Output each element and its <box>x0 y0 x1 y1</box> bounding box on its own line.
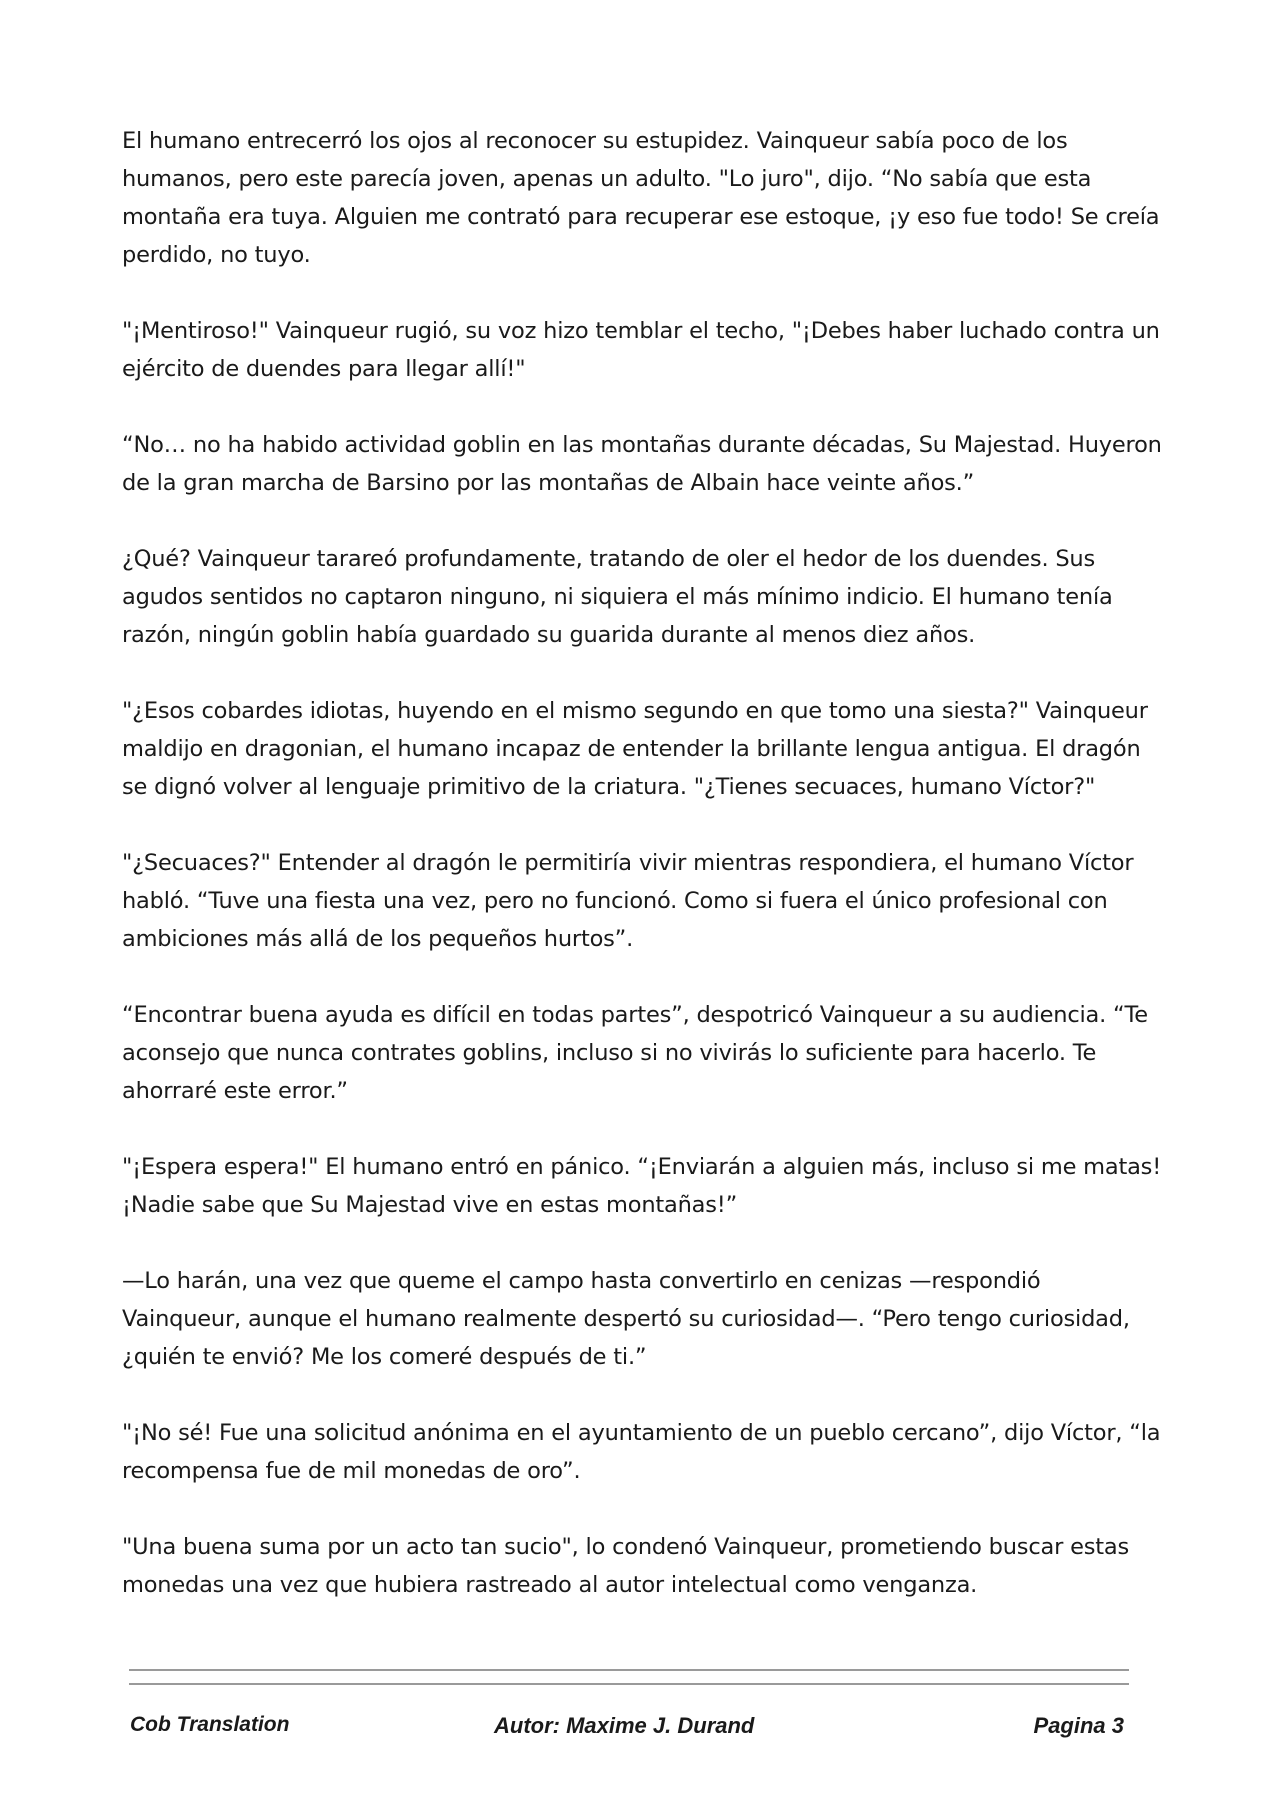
footer-divider-top <box>129 1669 1129 1671</box>
paragraph-10: "¡No sé! Fue una solicitud anónima en el ayuntamiento de un pueblo cercano”, dijo Víctor, “la recompensa fue de mil monedas de oro”. <box>122 1420 1161 1484</box>
footer-divider-bottom <box>129 1683 1129 1685</box>
paragraph-2: "¡Mentiroso!" Vainqueur rugió, su voz hizo temblar el techo, "¡Debes haber luchado contra un ejército de duendes para llegar allí!" <box>122 318 1160 382</box>
paragraph-5: "¿Esos cobardes idiotas, huyendo en el mismo segundo en que tomo una siesta?" Vainqueur maldijo en dragonian, el humano incapaz de entender la brillante lengua antigua. El dragón se dignó volver al lenguaje primitivo de la criatura. "¿Tienes secuaces, humano Víctor?" <box>122 698 1148 800</box>
paragraph-1: El humano entrecerró los ojos al reconocer su estupidez. Vainqueur sabía poco de los humanos, pero este parecía joven, apenas un adulto. "Lo juro", dijo. “No sabía que esta montaña era tuya. Alguien me contrató para recuperar ese estoque, ¡y eso fue todo! Se creía perdido, no tuyo. <box>122 128 1160 268</box>
paragraph-3: “No… no ha habido actividad goblin en las montañas durante décadas, Su Majestad. Huyeron de la gran marcha de Barsino por las montañas de Albain hace veinte años.” <box>122 432 1162 496</box>
body-text <box>122 122 1162 1642</box>
footer-page-number: Pagina 3 <box>1033 1713 1124 1738</box>
paragraph-7: “Encontrar buena ayuda es difícil en todas partes”, despotricó Vainqueur a su audiencia. “Te aconsejo que nunca contrates goblins, incluso si no vivirás lo suficiente para hacerlo. Te ahorraré este error.” <box>122 1002 1148 1104</box>
footer-translator: Cob Translation <box>130 1713 290 1736</box>
paragraph-4: ¿Qué? Vainqueur tarareó profundamente, tratando de oler el hedor de los duendes. Sus agudos sentidos no captaron ninguno, ni siquiera el más mínimo indicio. El humano tenía razón, ningún goblin había guardado su guarida durante al menos diez años. <box>122 546 1113 648</box>
paragraph-11: "Una buena suma por un acto tan sucio", lo condenó Vainqueur, prometiendo buscar estas monedas una vez que hubiera rastreado al autor intelectual como venganza. <box>122 1534 1129 1598</box>
paragraph-6: "¿Secuaces?" Entender al dragón le permitiría vivir mientras respondiera, el humano Víctor habló. “Tuve una fiesta una vez, pero no funcionó. Como si fuera el único profesional con ambiciones más allá de los pequeños hurtos”. <box>122 850 1134 952</box>
footer-author: Autor: Maxime J. Durand <box>494 1713 755 1738</box>
paragraph-8: "¡Espera espera!" El humano entró en pánico. “¡Enviarán a alguien más, incluso si me matas! ¡Nadie sabe que Su Majestad vive en estas montañas!” <box>122 1154 1162 1218</box>
paragraph-9: —Lo harán, una vez que queme el campo hasta convertirlo en cenizas —respondió Vainqueur, aunque el humano realmente despertó su curiosidad—. “Pero tengo curiosidad, ¿quién te envió? Me los comeré después de ti.” <box>122 1268 1130 1370</box>
